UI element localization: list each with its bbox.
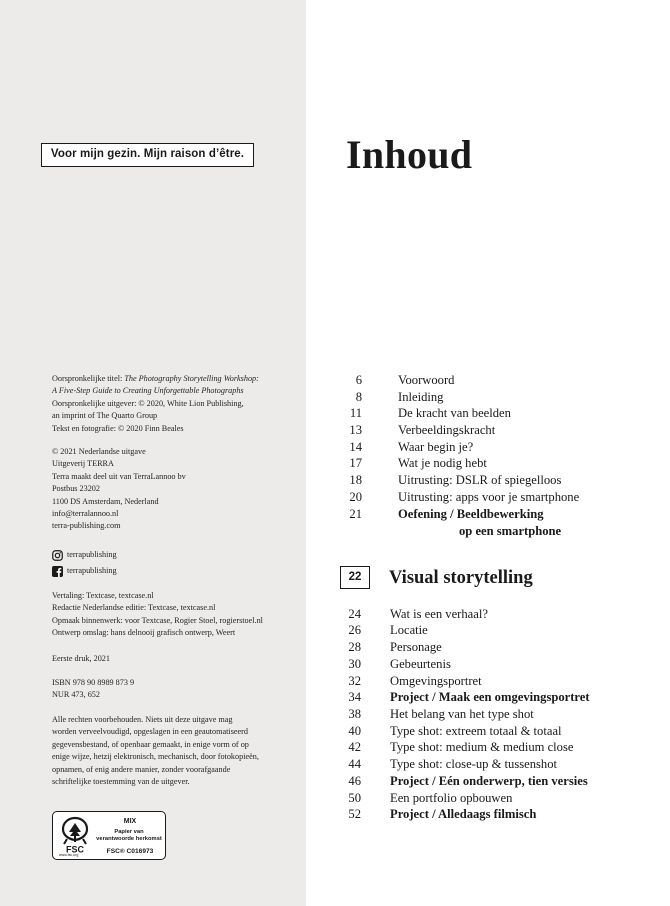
instagram-line [52,547,302,563]
colophon-credits [52,590,302,640]
toc-page-number: 38 [348,707,361,721]
toc-label: Verbeeldingskracht [398,423,496,437]
toc-label: Type shot: close-up & tussenshot [390,757,558,771]
fsc-url: www.fsc.org [59,853,79,857]
rights-line: enige wijze, hetzij elektronisch, mechanisch, door fotokopieën, [52,752,259,762]
page-title: Inhoud [346,132,473,177]
rights-line: opnamen, of enig andere manier, zonder voorafgaande [52,764,231,774]
toc-label: Waar begin je? [398,440,474,454]
fsc-paper-text: Papier van verantwoorde herkomst [96,829,162,842]
toc-page-number: 20 [349,490,362,504]
postbus: Postbus 23202 [52,484,100,494]
fsc-mix: MIX [123,818,137,825]
toc-label: Een portfolio opbouwen [390,791,513,805]
toc-label: Gebeurtenis [390,657,451,671]
first-print: Eerste druk, 2021 [52,654,110,663]
toc-label: Het belang van het type shot [390,707,534,721]
rights-line: worden verveelvoudigd, opgeslagen in een geautomatiseerd [52,727,248,737]
original-publisher: Oorspronkelijke uitgever: © 2020, White Lion Publishing, [52,398,244,408]
toc-page-number: 6 [355,373,362,387]
toc-page-number: 14 [349,440,362,454]
rights-line: gegevensbestand, of openbaar gemaakt, in enige vorm of op [52,739,249,749]
toc-label: Project / Eén onderwerp, tien versies [390,774,588,788]
fsc-label [52,811,166,860]
toc-label: Type shot: medium & medium close [390,740,574,754]
rights-line: schriftelijke toestemming van de uitgever. [52,777,190,787]
original-title-line: Oorspronkelijke titel: The Photography Storytelling Workshop: [52,374,259,383]
toc-label: Project / Maak een omgevingsportret [390,690,590,704]
rights-line: Alle rechten voorbehouden. Niets uit deze uitgave mag [52,715,233,724]
toc-page-number: 18 [349,473,362,487]
toc-label: Wat is een verhaal? [390,607,488,621]
toc-label: Project / Alledaags filmisch [390,807,537,821]
dutch-copyright: © 2021 Nederlandse uitgave [52,447,146,456]
colophon-rights [52,714,302,788]
nur: NUR 473, 652 [52,690,100,700]
toc-label-continued: op een smartphone [459,524,562,538]
toc-page-number: 17 [349,456,362,470]
original-subtitle-line: A Five-Step Guide to Creating Unforgettable Photographs [52,386,244,396]
interior-design-credit: Opmaak binnenwerk: voor Textcase, Rogier Stoel, rogierstoel.nl [52,615,263,625]
colophon-original-edition [52,373,302,435]
fsc-logo-text: FSC [66,844,84,855]
toc-label: Type shot: extreem totaal & totaal [390,724,562,738]
toc-page-number: 26 [348,623,361,637]
section-number-box: 22 [340,566,370,589]
toc-label: Uitrusting: apps voor je smartphone [398,490,580,504]
facebook-line [52,563,302,579]
left-panel [0,0,306,906]
facebook-icon [52,566,63,577]
toc-label: Omgevingsportret [390,674,482,688]
toc-page-number: 8 [355,390,362,404]
toc-label: Locatie [390,623,428,637]
toc-label: De kracht van beelden [398,406,511,420]
colophon-social [52,547,302,579]
toc-page-number: 13 [349,423,362,437]
colophon-isbn [52,677,302,702]
toc-label: Oefening / Beeldbewerking [398,507,544,521]
toc-label: Uitrusting: DSLR of spiegelloos [398,473,562,487]
toc-page-number: 44 [348,757,361,771]
toc-page-number: 46 [348,774,361,788]
toc-page-number: 24 [348,607,361,621]
toc-page-number: 52 [348,807,361,821]
toc-page-number: 42 [348,740,361,754]
instagram-icon [52,550,63,561]
text-photo-credit: Tekst en fotografie: © 2020 Finn Beales [52,423,184,433]
fsc-tree-logo-icon [58,815,92,857]
original-title: The Photography Storytelling Workshop: [124,374,259,383]
publisher-website: terra-publishing.com [52,521,121,531]
toc-label: Voorwoord [398,373,455,387]
facebook-handle: terrapublishing [67,565,117,575]
dedication-box: Voor mijn gezin. Mijn raison d’être. [41,143,254,167]
toc-page-number: 34 [348,690,361,704]
colophon-print [52,653,302,665]
translation-credit: Vertaling: Textcase, textcase.nl [52,591,154,600]
cover-design-credit: Ontwerp omslag: hans delnooij grafisch ontwerp, Weert [52,628,236,638]
dutch-publisher: Uitgeverij TERRA [52,459,114,469]
publisher-email: info@terralannoo.nl [52,509,119,519]
toc-page-number: 28 [348,640,361,654]
postal-city: 1100 DS Amsterdam, Nederland [52,496,159,506]
isbn: ISBN 978 90 8989 873 9 [52,678,135,687]
section-title: Visual storytelling [389,568,533,588]
editing-credit: Redactie Nederlandse editie: Textcase, textcase.nl [52,603,216,613]
toc-label: Personage [390,640,442,654]
toc-page-number: 50 [348,791,361,805]
colophon-dutch-edition [52,446,302,533]
toc-page-number: 40 [348,724,361,738]
instagram-handle: terrapublishing [67,549,117,559]
toc-label: Inleiding [398,390,444,404]
publisher-group: Terra maakt deel uit van TerraLannoo bv [52,471,186,481]
fsc-code: FSC® C016973 [106,848,154,855]
toc-page-number: 11 [349,406,362,420]
toc-page-number: 21 [349,507,362,521]
toc-page-number: 32 [348,674,361,688]
toc-label: Wat je nodig hebt [398,456,487,470]
imprint: an imprint of The Quarto Group [52,411,158,421]
toc-page-number: 30 [348,657,361,671]
